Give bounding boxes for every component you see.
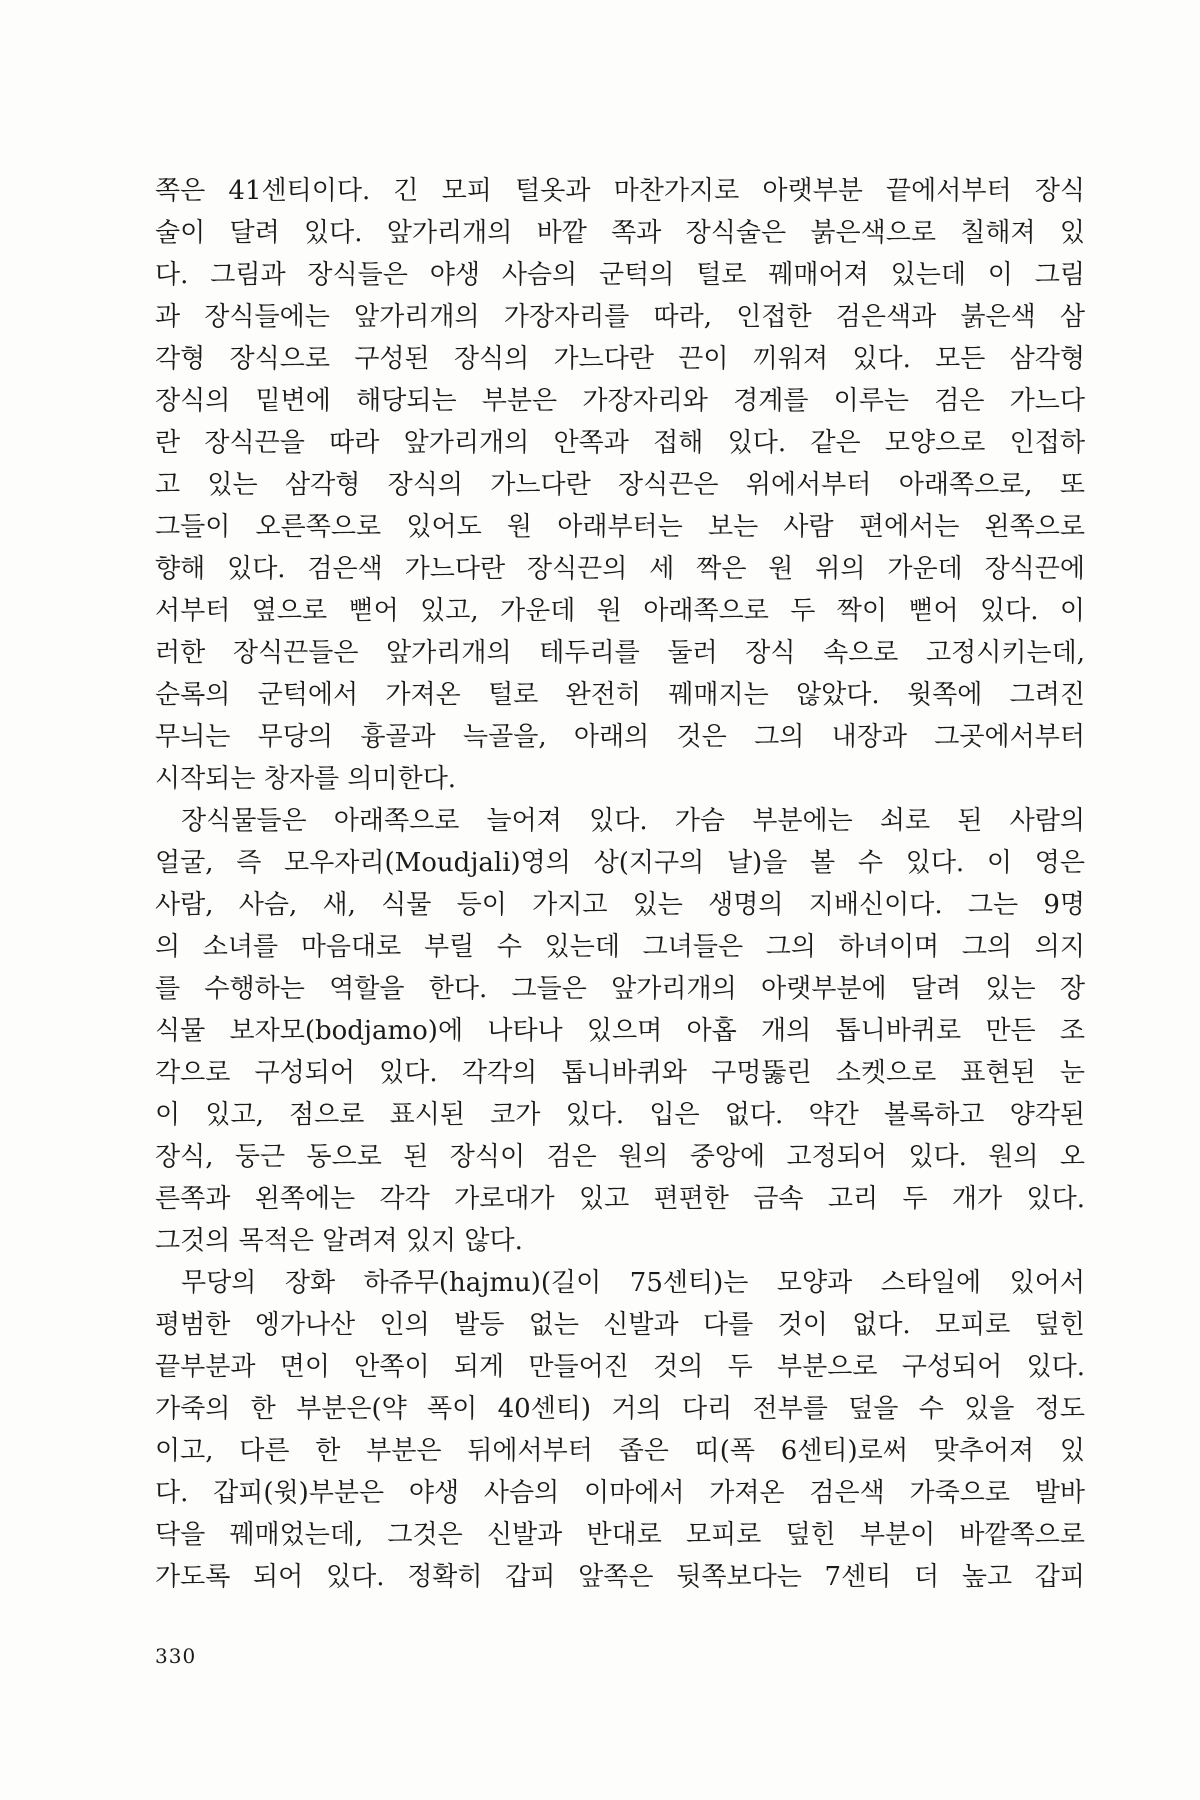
text-line: 란 장식끈을 따라 앞가리개의 안쪽과 접해 있다. 같은 모양으로 인접하 xyxy=(155,428,1085,458)
text-line: 식물 보자모(bodjamo)에 나타나 있으며 아홉 개의 톱니바퀴로 만든 조 xyxy=(155,1016,1085,1046)
text-line: 다. 그림과 장식들은 야생 사슴의 군턱의 털로 꿰매어져 있는데 이 그림 xyxy=(155,260,1085,290)
text-line: 무당의 장화 하쥬무(hajmu)(길이 75센티)는 모양과 스타일에 있어서 xyxy=(181,1268,1085,1298)
body-text xyxy=(155,170,1085,1598)
text-line: 를 수행하는 역할을 한다. 그들은 앞가리개의 아랫부분에 달려 있는 장 xyxy=(155,974,1085,1004)
page-number: 330 xyxy=(155,1644,197,1668)
text-line: 서부터 옆으로 뻗어 있고, 가운데 원 아래쪽으로 두 짝이 뻗어 있다. 이 xyxy=(155,596,1085,626)
text-line: 얼굴, 즉 모우자리(Moudjali)영의 상(지구의 날)을 볼 수 있다. 이 영은 xyxy=(155,848,1085,878)
text-line: 무늬는 무당의 흉골과 늑골을, 아래의 것은 그의 내장과 그곳에서부터 xyxy=(155,722,1085,752)
text-line: 고 있는 삼각형 장식의 가느다란 장식끈은 위에서부터 아래쪽으로, 또 xyxy=(155,470,1085,500)
text-line: 술이 달려 있다. 앞가리개의 바깥 쪽과 장식술은 붉은색으로 칠해져 있 xyxy=(155,218,1085,248)
text-line: 장식의 밑변에 해당되는 부분은 가장자리와 경계를 이루는 검은 가느다 xyxy=(155,386,1085,416)
text-line: 러한 장식끈들은 앞가리개의 테두리를 둘러 장식 속으로 고정시키는데, xyxy=(155,638,1085,668)
text-line: 향해 있다. 검은색 가느다란 장식끈의 세 짝은 원 위의 가운데 장식끈에 xyxy=(155,554,1085,584)
text-line: 이 있고, 점으로 표시된 코가 있다. 입은 없다. 약간 볼록하고 양각된 xyxy=(155,1100,1085,1130)
text-line: 의 소녀를 마음대로 부릴 수 있는데 그녀들은 그의 하녀이며 그의 의지 xyxy=(155,932,1085,962)
text-line: 닥을 꿰매었는데, 그것은 신발과 반대로 모피로 덮힌 부분이 바깥쪽으로 xyxy=(155,1520,1085,1550)
text-line: 사람, 사슴, 새, 식물 등이 가지고 있는 생명의 지배신이다. 그는 9명 xyxy=(155,890,1085,920)
text-line: 장식물들은 아래쪽으로 늘어져 있다. 가슴 부분에는 쇠로 된 사람의 xyxy=(181,806,1085,836)
text-line: 그것의 목적은 알려져 있지 않다. xyxy=(155,1226,523,1256)
text-line: 시작되는 창자를 의미한다. xyxy=(155,764,457,794)
text-line: 이고, 다른 한 부분은 뒤에서부터 좁은 띠(폭 6센티)로써 맞추어져 있 xyxy=(155,1436,1085,1466)
text-line: 쪽은 41센티이다. 긴 모피 털옷과 마찬가지로 아랫부분 끝에서부터 장식 xyxy=(155,176,1085,206)
text-line: 장식, 둥근 동으로 된 장식이 검은 원의 중앙에 고정되어 있다. 원의 오 xyxy=(155,1142,1085,1172)
text-line: 가도록 되어 있다. 정확히 갑피 앞쪽은 뒷쪽보다는 7센티 더 높고 갑피 xyxy=(155,1562,1085,1592)
text-line: 평범한 엥가나산 인의 발등 없는 신발과 다를 것이 없다. 모피로 덮힌 xyxy=(155,1310,1085,1340)
text-line: 각형 장식으로 구성된 장식의 가느다란 끈이 끼워져 있다. 모든 삼각형 xyxy=(155,344,1085,374)
text-line: 가죽의 한 부분은(약 폭이 40센티) 거의 다리 전부를 덮을 수 있을 정도 xyxy=(155,1394,1085,1424)
text-line: 끝부분과 면이 안쪽이 되게 만들어진 것의 두 부분으로 구성되어 있다. xyxy=(155,1352,1085,1382)
text-line: 다. 갑피(윗)부분은 야생 사슴의 이마에서 가져온 검은색 가죽으로 발바 xyxy=(155,1478,1085,1508)
text-line: 각으로 구성되어 있다. 각각의 톱니바퀴와 구멍뚫린 소켓으로 표현된 눈 xyxy=(155,1058,1085,1088)
text-line: 그들이 오른쪽으로 있어도 원 아래부터는 보는 사람 편에서는 왼쪽으로 xyxy=(155,512,1085,542)
text-line: 과 장식들에는 앞가리개의 가장자리를 따라, 인접한 검은색과 붉은색 삼 xyxy=(155,302,1085,332)
text-line: 순록의 군턱에서 가져온 털로 완전히 꿰매지는 않았다. 윗쪽에 그려진 xyxy=(155,680,1085,710)
text-line: 른쪽과 왼쪽에는 각각 가로대가 있고 편편한 금속 고리 두 개가 있다. xyxy=(155,1184,1085,1214)
